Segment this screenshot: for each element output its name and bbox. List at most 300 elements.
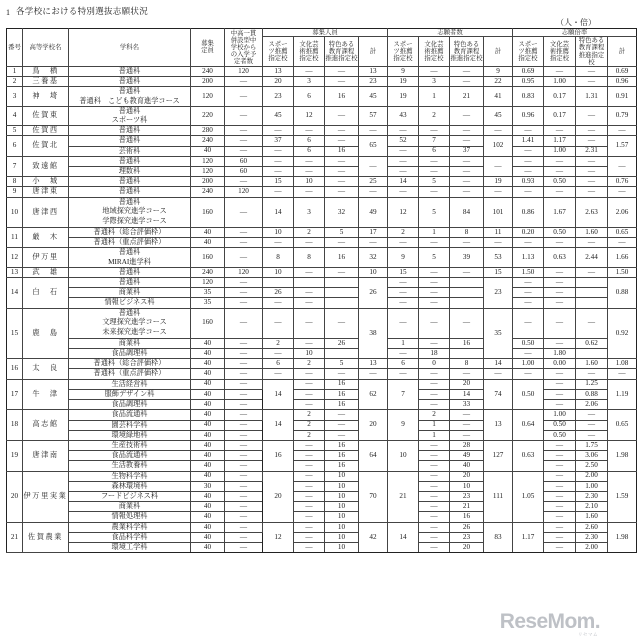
cap-col-3: 23 bbox=[359, 77, 388, 87]
app-col-2: — bbox=[450, 238, 484, 248]
app-col-3: 22 bbox=[484, 77, 513, 87]
course-name: 服飾デザイン科 bbox=[69, 389, 191, 399]
app-col-2: — bbox=[450, 369, 484, 379]
table-row bbox=[7, 156, 637, 166]
rate-total: 1.98 bbox=[608, 440, 637, 471]
quota: 40 bbox=[191, 471, 225, 481]
table-row bbox=[7, 267, 637, 277]
cap-col-0: 14 bbox=[263, 197, 294, 227]
rate-col-0: 0.69 bbox=[513, 66, 544, 76]
cap-col-2: — bbox=[325, 267, 359, 277]
row-number: 19 bbox=[7, 440, 23, 471]
cap-col-1 bbox=[294, 277, 325, 287]
app-col-0: 1 bbox=[388, 338, 419, 348]
row-number: 3 bbox=[7, 87, 23, 106]
rate-culture: — bbox=[544, 461, 576, 471]
rate-col-3: 1.66 bbox=[608, 248, 637, 267]
quota: 40 bbox=[191, 379, 225, 389]
cap-col-0: 13 bbox=[263, 66, 294, 76]
app-col-3: — bbox=[484, 187, 513, 197]
cap-col-2: 16 bbox=[325, 87, 359, 106]
app-col-0: 19 bbox=[388, 77, 419, 87]
cap-unique: 16 bbox=[325, 461, 359, 471]
app-unique: 49 bbox=[450, 451, 484, 461]
app-unique: 40 bbox=[450, 461, 484, 471]
table-row bbox=[7, 298, 637, 308]
rate-col-3: — bbox=[608, 369, 637, 379]
app-col-3: 53 bbox=[484, 248, 513, 267]
app-unique: 20 bbox=[450, 471, 484, 481]
cap-culture: — bbox=[294, 440, 325, 450]
rate-col-1: — bbox=[544, 126, 576, 136]
cap-col-0: 6 bbox=[263, 359, 294, 369]
row-number: 15 bbox=[7, 308, 23, 359]
row-number: 5 bbox=[7, 126, 23, 136]
row-number: 18 bbox=[7, 410, 23, 441]
quota: 120 bbox=[191, 156, 225, 166]
cap-col-3: 32 bbox=[359, 248, 388, 267]
app-col-1: 1 bbox=[419, 227, 450, 237]
cap-col-0: 15 bbox=[263, 177, 294, 187]
course-name: 食品流通科 bbox=[69, 410, 191, 420]
rate-col-2: — bbox=[576, 308, 608, 338]
cap-total: 70 bbox=[359, 471, 388, 522]
cap-col-3: — bbox=[359, 369, 388, 379]
rate-col-1: — bbox=[544, 167, 576, 177]
app-culture: — bbox=[419, 532, 450, 542]
cap-unique: 10 bbox=[325, 502, 359, 512]
rate-col-0: 0.50 bbox=[513, 338, 544, 348]
app-col-0: 6 bbox=[388, 359, 419, 369]
rate-col-2: — bbox=[576, 167, 608, 177]
cap-col-2: 26 bbox=[325, 338, 359, 348]
app-col-0: — bbox=[388, 277, 419, 287]
course-name: 食品流通科 bbox=[69, 451, 191, 461]
app-culture: — bbox=[419, 481, 450, 491]
table-row bbox=[7, 136, 637, 146]
app-col-2: 8 bbox=[450, 359, 484, 369]
rate-col-0: — bbox=[513, 308, 544, 338]
cap-col-0 bbox=[263, 277, 294, 287]
cap-col-0: — bbox=[263, 238, 294, 248]
quota: 40 bbox=[191, 532, 225, 542]
table-body bbox=[7, 66, 637, 553]
rate-col-2: 1.60 bbox=[576, 227, 608, 237]
watermark-logo bbox=[500, 610, 600, 634]
rate-col-0: — bbox=[513, 348, 544, 358]
from-junior-high: — bbox=[225, 430, 263, 440]
cap-total: — bbox=[359, 156, 388, 176]
quota: 40 bbox=[191, 338, 225, 348]
rate-col-2: 2.44 bbox=[576, 248, 608, 267]
rate-col-0: 1.00 bbox=[513, 359, 544, 369]
quota: 40 bbox=[191, 348, 225, 358]
rate-col-3: 2.06 bbox=[608, 197, 637, 227]
rate-col-2: — bbox=[576, 66, 608, 76]
cap-col-1: — bbox=[294, 238, 325, 248]
rate-col-0: 1.41 bbox=[513, 136, 544, 146]
rate-sports: 0.64 bbox=[513, 410, 544, 441]
app-culture: — bbox=[419, 451, 450, 461]
from-junior-high: — bbox=[225, 298, 263, 308]
app-col-2: 37 bbox=[450, 146, 484, 156]
cap-total: 42 bbox=[359, 522, 388, 553]
rate-col-0: 1.50 bbox=[513, 267, 544, 277]
cap-culture: — bbox=[294, 532, 325, 542]
rate-unique: 1.25 bbox=[576, 379, 608, 389]
quota: 40 bbox=[191, 238, 225, 248]
rate-unique: — bbox=[576, 430, 608, 440]
app-unique: — bbox=[450, 420, 484, 430]
app-culture: — bbox=[419, 471, 450, 481]
quota: 40 bbox=[191, 410, 225, 420]
app-unique: 20 bbox=[450, 379, 484, 389]
table-row bbox=[7, 348, 637, 358]
rate-col-1: 0.63 bbox=[544, 248, 576, 267]
course-name: 普通科 普通科 こども教育進学コース bbox=[69, 87, 191, 106]
rate-culture: — bbox=[544, 543, 576, 553]
cap-col-2: — bbox=[325, 238, 359, 248]
table-row bbox=[7, 369, 637, 379]
app-col-1: — bbox=[419, 66, 450, 76]
app-col-1: — bbox=[419, 288, 450, 298]
cap-culture: 2 bbox=[294, 430, 325, 440]
cap-sports: 16 bbox=[263, 440, 294, 471]
app-col-1: — bbox=[419, 308, 450, 338]
course-name: 商業科 bbox=[69, 288, 191, 298]
app-sports: 9 bbox=[388, 410, 419, 441]
quota: 40 bbox=[191, 522, 225, 532]
rate-col-1: — bbox=[544, 308, 576, 338]
school-name: 佐賀東 bbox=[23, 106, 69, 125]
cap-col-1: 6 bbox=[294, 146, 325, 156]
app-col-3: 41 bbox=[484, 87, 513, 106]
row-number: 21 bbox=[7, 522, 23, 553]
course-name: 普通科 bbox=[69, 156, 191, 166]
course-name: 情報処理科 bbox=[69, 512, 191, 522]
rate-total: 0.65 bbox=[608, 410, 637, 441]
cap-col-3: — bbox=[359, 126, 388, 136]
app-col-1: 5 bbox=[419, 197, 450, 227]
quota: 220 bbox=[191, 106, 225, 125]
rate-col-3: 0.65 bbox=[608, 227, 637, 237]
rate-culture: 0.50 bbox=[544, 420, 576, 430]
rate-col-0: 0.95 bbox=[513, 77, 544, 87]
cap-col-1: 6 bbox=[294, 87, 325, 106]
rate-total: — bbox=[608, 156, 637, 176]
table-row bbox=[7, 177, 637, 187]
row-number: 13 bbox=[7, 267, 23, 277]
table-header bbox=[7, 29, 637, 67]
cap-culture: — bbox=[294, 522, 325, 532]
cap-col-2: — bbox=[325, 167, 359, 177]
course-name: 商業科 bbox=[69, 502, 191, 512]
row-number: 17 bbox=[7, 379, 23, 410]
rate-col-1: 0.50 bbox=[544, 227, 576, 237]
row-number: 7 bbox=[7, 156, 23, 176]
rate-unique: 2.50 bbox=[576, 461, 608, 471]
rate-col-1: — bbox=[544, 66, 576, 76]
rate-col-0: — bbox=[513, 288, 544, 298]
app-col-2: 8 bbox=[450, 227, 484, 237]
table-row bbox=[7, 167, 637, 177]
cap-col-0: 2 bbox=[263, 338, 294, 348]
th-cap-unique: 特色ある 教育課程 推進指定校 bbox=[325, 37, 359, 67]
cap-unique: — bbox=[325, 420, 359, 430]
cap-col-2 bbox=[325, 348, 359, 358]
app-culture: — bbox=[419, 379, 450, 389]
from-junior-high: — bbox=[225, 308, 263, 338]
from-junior-high: — bbox=[225, 177, 263, 187]
course-name: 普通科 bbox=[69, 66, 191, 76]
course-name: 普通科 bbox=[69, 77, 191, 87]
th-school: 高等学校名 bbox=[23, 29, 69, 67]
app-total: 35 bbox=[484, 308, 513, 359]
app-col-3: 14 bbox=[484, 359, 513, 369]
rate-col-1: — bbox=[544, 298, 576, 308]
app-col-1: — bbox=[419, 167, 450, 177]
from-junior-high: — bbox=[225, 410, 263, 420]
rate-col-1: — bbox=[544, 369, 576, 379]
cap-col-0: 23 bbox=[263, 87, 294, 106]
quota: 40 bbox=[191, 227, 225, 237]
row-number: 20 bbox=[7, 471, 23, 522]
rate-culture: — bbox=[544, 440, 576, 450]
rate-col-0: — bbox=[513, 167, 544, 177]
app-col-3: — bbox=[484, 238, 513, 248]
cap-col-3: 25 bbox=[359, 177, 388, 187]
school-name: 鹿 島 bbox=[23, 308, 69, 359]
school-name: 致遠館 bbox=[23, 156, 69, 176]
rate-col-1: 1.17 bbox=[544, 136, 576, 146]
th-rate-sports: スポー ツ推薦 指定校 bbox=[513, 37, 544, 67]
app-col-0: 43 bbox=[388, 106, 419, 125]
app-col-1: 1 bbox=[419, 87, 450, 106]
rate-col-2 bbox=[576, 288, 608, 298]
cap-culture: — bbox=[294, 389, 325, 399]
app-col-3: 11 bbox=[484, 227, 513, 237]
table-row bbox=[7, 106, 637, 125]
row-number: 14 bbox=[7, 277, 23, 308]
cap-col-0: — bbox=[263, 156, 294, 166]
rate-col-0: — bbox=[513, 156, 544, 166]
row-number: 12 bbox=[7, 248, 23, 267]
app-col-2: — bbox=[450, 187, 484, 197]
rate-col-3: — bbox=[608, 238, 637, 248]
cap-col-1: 3 bbox=[294, 197, 325, 227]
cap-col-3: — bbox=[359, 187, 388, 197]
app-col-0: — bbox=[388, 238, 419, 248]
app-col-2: — bbox=[450, 167, 484, 177]
unit-note: （人・倍） bbox=[556, 18, 596, 27]
school-name: 伊万里 bbox=[23, 248, 69, 267]
rate-col-0: — bbox=[513, 146, 544, 156]
app-col-0: — bbox=[388, 288, 419, 298]
rate-total: 1.59 bbox=[608, 471, 637, 522]
quota: 40 bbox=[191, 512, 225, 522]
cap-col-2: — bbox=[325, 308, 359, 338]
from-junior-high: — bbox=[225, 288, 263, 298]
from-junior-high: — bbox=[225, 522, 263, 532]
school-name: 鳥 栖 bbox=[23, 66, 69, 76]
cap-col-0: 10 bbox=[263, 227, 294, 237]
rate-col-3: 1.08 bbox=[608, 359, 637, 369]
rate-col-1: 0.17 bbox=[544, 87, 576, 106]
app-unique: — bbox=[450, 410, 484, 420]
app-col-0: 19 bbox=[388, 87, 419, 106]
rate-col-2: — bbox=[576, 77, 608, 87]
quota: 40 bbox=[191, 440, 225, 450]
cap-col-0: — bbox=[263, 308, 294, 338]
cap-unique: 16 bbox=[325, 389, 359, 399]
app-col-3: 9 bbox=[484, 66, 513, 76]
from-junior-high: — bbox=[225, 348, 263, 358]
cap-col-2: — bbox=[325, 77, 359, 87]
th-cap-culture: 文化芸 術推薦 指定校 bbox=[294, 37, 325, 67]
rate-col-2: — bbox=[576, 267, 608, 277]
quota: 40 bbox=[191, 369, 225, 379]
app-unique: 21 bbox=[450, 502, 484, 512]
rate-col-3: 0.76 bbox=[608, 177, 637, 187]
table-row bbox=[7, 238, 637, 248]
quota: 240 bbox=[191, 267, 225, 277]
app-col-0: — bbox=[388, 369, 419, 379]
cap-col-2: 16 bbox=[325, 146, 359, 156]
school-name: 唐津南 bbox=[23, 440, 69, 471]
app-col-2: 39 bbox=[450, 248, 484, 267]
rate-unique: 1.75 bbox=[576, 440, 608, 450]
rate-col-3: 0.96 bbox=[608, 77, 637, 87]
rate-total: 1.19 bbox=[608, 379, 637, 410]
app-col-1: 2 bbox=[419, 106, 450, 125]
app-col-0: 12 bbox=[388, 197, 419, 227]
quota: 40 bbox=[191, 461, 225, 471]
rate-total: 1.57 bbox=[608, 136, 637, 156]
app-culture: 2 bbox=[419, 410, 450, 420]
th-rate-unique: 特色ある 教育課程 推進指定校 bbox=[576, 37, 608, 67]
rate-unique: 2.00 bbox=[576, 471, 608, 481]
cap-col-2: — bbox=[325, 66, 359, 76]
rate-col-2: — bbox=[576, 126, 608, 136]
course-name: 生活経営科 bbox=[69, 379, 191, 389]
page-title bbox=[6, 4, 600, 17]
cap-col-2: — bbox=[325, 369, 359, 379]
app-col-1: — bbox=[419, 277, 450, 287]
cap-col-1: — bbox=[294, 338, 325, 348]
quota: 40 bbox=[191, 400, 225, 410]
rate-col-2 bbox=[576, 277, 608, 287]
school-name: 唐津西 bbox=[23, 197, 69, 227]
course-name: 普通科（重点評価枠） bbox=[69, 238, 191, 248]
from-junior-high: — bbox=[225, 238, 263, 248]
rate-col-2: — bbox=[576, 238, 608, 248]
cap-col-1: — bbox=[294, 308, 325, 338]
app-col-2: 16 bbox=[450, 338, 484, 348]
app-col-1: — bbox=[419, 126, 450, 136]
app-col-1: — bbox=[419, 238, 450, 248]
rate-col-3: 1.50 bbox=[608, 267, 637, 277]
app-unique: 20 bbox=[450, 543, 484, 553]
th-app-culture: 文化芸 術推薦 指定校 bbox=[419, 37, 450, 67]
rate-col-2: 0.62 bbox=[576, 338, 608, 348]
cap-col-2: — bbox=[325, 106, 359, 125]
rate-col-2 bbox=[576, 348, 608, 358]
from-junior-high: — bbox=[225, 502, 263, 512]
app-col-1: — bbox=[419, 298, 450, 308]
th-no: 番号 bbox=[7, 29, 23, 67]
cap-unique: — bbox=[325, 430, 359, 440]
quota: 40 bbox=[191, 146, 225, 156]
cap-col-1: — bbox=[294, 369, 325, 379]
row-number: 4 bbox=[7, 106, 23, 125]
cap-unique: — bbox=[325, 410, 359, 420]
rate-col-2: 1.31 bbox=[576, 87, 608, 106]
rate-col-3: — bbox=[608, 126, 637, 136]
app-culture: — bbox=[419, 492, 450, 502]
app-unique: 28 bbox=[450, 440, 484, 450]
rate-total: 0.88 bbox=[608, 277, 637, 308]
course-name: 普通科 bbox=[69, 136, 191, 146]
rate-col-1: 0.50 bbox=[544, 177, 576, 187]
school-name: 高志館 bbox=[23, 410, 69, 441]
th-group-ratio: 志願倍率 bbox=[513, 29, 637, 37]
app-col-2: — bbox=[450, 156, 484, 166]
from-junior-high: — bbox=[225, 197, 263, 227]
cap-unique: 10 bbox=[325, 543, 359, 553]
row-number: 6 bbox=[7, 136, 23, 156]
app-unique: — bbox=[450, 430, 484, 440]
cap-culture: 2 bbox=[294, 410, 325, 420]
school-name: 伊万里実業 bbox=[23, 471, 69, 522]
rate-col-1: 1.80 bbox=[544, 348, 576, 358]
rate-col-1: — bbox=[544, 267, 576, 277]
from-junior-high: 120 bbox=[225, 66, 263, 76]
th-group-applicants: 志願者数 bbox=[388, 29, 513, 37]
cap-col-1: — bbox=[294, 298, 325, 308]
app-sports: 14 bbox=[388, 522, 419, 553]
cap-col-0: — bbox=[263, 146, 294, 156]
rate-culture: — bbox=[544, 379, 576, 389]
rate-col-0: — bbox=[513, 369, 544, 379]
from-junior-high: — bbox=[225, 338, 263, 348]
from-junior-high: 60 bbox=[225, 156, 263, 166]
cap-sports: 20 bbox=[263, 471, 294, 522]
rate-unique: 3.06 bbox=[576, 451, 608, 461]
from-junior-high: — bbox=[225, 369, 263, 379]
rate-col-0: — bbox=[513, 126, 544, 136]
quota: 120 bbox=[191, 167, 225, 177]
table-row bbox=[7, 248, 637, 267]
from-junior-high: — bbox=[225, 359, 263, 369]
app-total: — bbox=[484, 156, 513, 176]
app-culture: — bbox=[419, 440, 450, 450]
school-name: 白 石 bbox=[23, 277, 69, 308]
quota: 40 bbox=[191, 389, 225, 399]
course-name: 普通科 文理探究進学コース 未来探究進学コース bbox=[69, 308, 191, 338]
cap-culture: — bbox=[294, 543, 325, 553]
from-junior-high: — bbox=[225, 136, 263, 146]
rate-unique: 1.00 bbox=[576, 481, 608, 491]
app-total: 102 bbox=[484, 136, 513, 156]
course-name: 情報ビジネス科 bbox=[69, 298, 191, 308]
cap-col-1: 10 bbox=[294, 348, 325, 358]
table-row bbox=[7, 66, 637, 76]
table-row bbox=[7, 338, 637, 348]
watermark-dot: . bbox=[594, 610, 600, 633]
cap-col-2: — bbox=[325, 177, 359, 187]
app-unique: 33 bbox=[450, 400, 484, 410]
school-name: 武 雄 bbox=[23, 267, 69, 277]
